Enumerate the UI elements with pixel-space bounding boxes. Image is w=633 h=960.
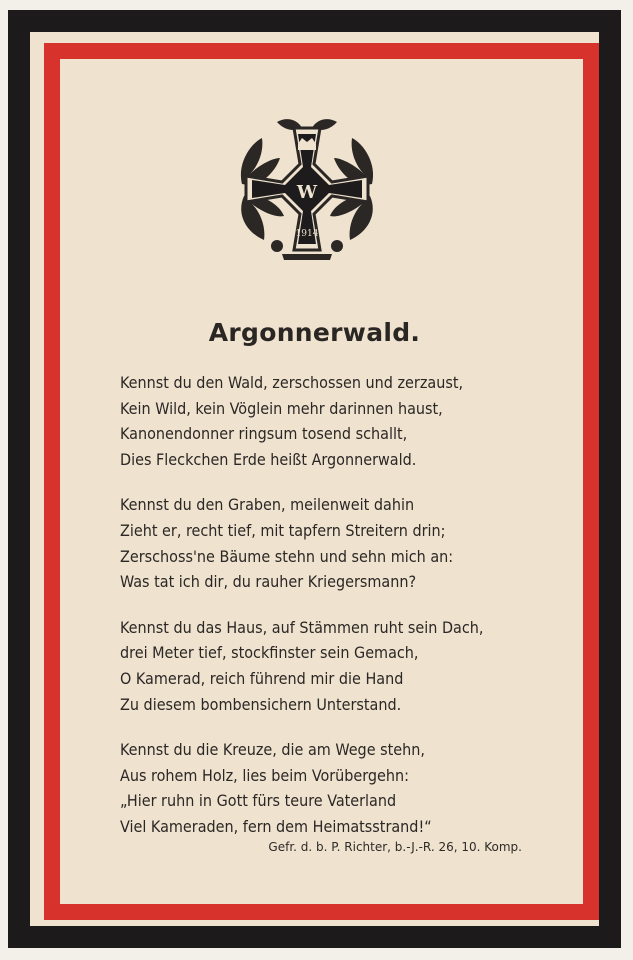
- poem-line: Viel Kameraden, fern dem Heimatsstrand!“: [120, 816, 432, 836]
- poem-line: „Hier ruhn in Gott fürs teure Vaterland: [120, 791, 397, 811]
- poem-stanza: [120, 492, 570, 594]
- emblem-letter: W: [296, 182, 318, 203]
- poem-stanza: [120, 370, 570, 472]
- poem-body: [120, 370, 570, 860]
- poem-line: Kennst du den Graben, meilenweit dahin: [120, 495, 415, 515]
- poem-line: Dies Fleckchen Erde heißt Argonnerwald.: [120, 449, 417, 469]
- poem-line: Was tat ich dir, du rauher Kriegersmann?: [120, 572, 417, 592]
- poem-line: Zerschoss'ne Bäume stehn und sehn mich an:: [120, 546, 454, 566]
- poem-line: Aus rohem Holz, lies beim Vorübergehn:: [120, 765, 410, 785]
- poem-line: Zieht er, recht tief, mit tapfern Streitern drin;: [120, 520, 446, 540]
- iron-cross-emblem: [232, 114, 382, 264]
- poem-line: Zu diesem bombensichern Unterstand.: [120, 694, 402, 714]
- memorial-card: [8, 10, 621, 948]
- poem-line: Kennst du die Kreuze, die am Wege stehn,: [120, 740, 425, 760]
- poem-line: drei Meter tief, stockfinster sein Gemach,: [120, 643, 419, 663]
- poem-stanza: [120, 737, 570, 839]
- poem-line: Kennst du das Haus, auf Stämmen ruht sein Dach,: [120, 617, 484, 637]
- poem-line: Kennst du den Wald, zerschossen und zerzaust,: [120, 373, 464, 392]
- poem-stanza: [120, 615, 570, 717]
- poem-line: O Kamerad, reich führend mir die Hand: [120, 668, 404, 688]
- emblem-year: 1914: [295, 229, 319, 239]
- author-signature: Gefr. d. b. P. Richter, b.-J.-R. 26, 10. Komp.: [268, 840, 522, 854]
- poem-line: Kanonendonner ringsum tosend schallt,: [120, 424, 408, 444]
- poem-line: Kein Wild, kein Vöglein mehr darinnen haust,: [120, 398, 443, 418]
- poem-title: Argonnerwald.: [208, 318, 421, 347]
- card-paper: [30, 32, 599, 926]
